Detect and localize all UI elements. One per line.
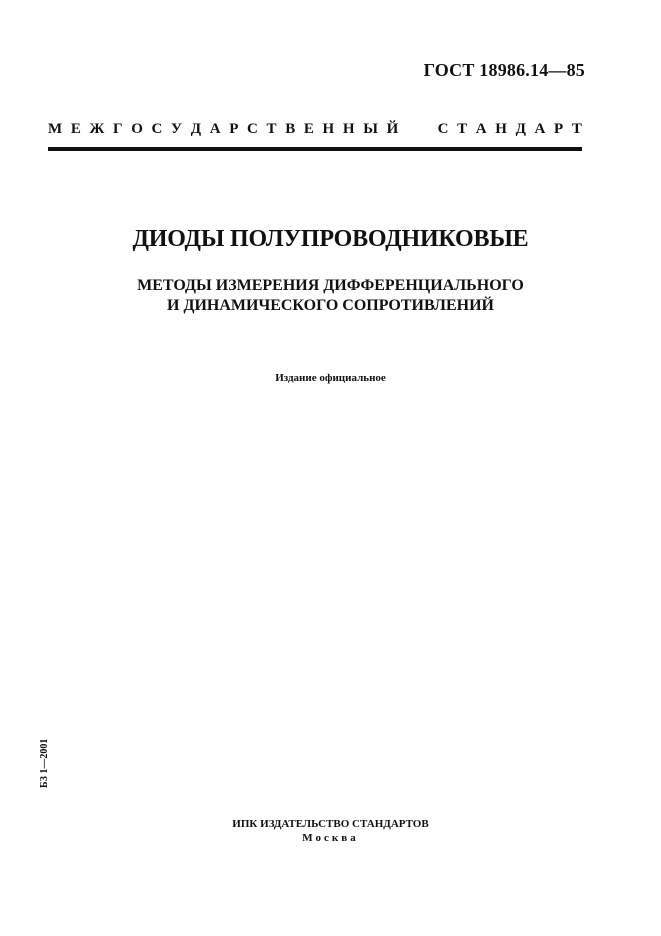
category-letter: О [131,121,143,137]
category-letter: С [151,121,163,137]
category-letter: Й [386,121,399,137]
subtitle-line-1: МЕТОДЫ ИЗМЕРЕНИЯ ДИФФЕРЕНЦИАЛЬНОГО [137,277,524,294]
category-letter: С [247,121,258,137]
category-letter: Д [515,121,526,137]
standard-category [48,121,582,138]
document-subtitle [0,276,661,316]
category-letter: Е [303,121,314,137]
category-letter: А [209,121,221,137]
publisher-name: ИПК ИЗДАТЕЛЬСТВО СТАНДАРТОВ [232,818,429,830]
category-gap [407,121,429,138]
category-letter: Д [190,121,202,137]
subtitle-line-2: И ДИНАМИЧЕСКОГО СОПРОТИВЛЕНИЙ [167,297,494,314]
category-letter: В [285,121,296,137]
document-title: ДИОДЫ ПОЛУПРОВОДНИКОВЫЕ [132,226,529,252]
category-letter: Ы [363,121,378,137]
category-letter: Н [495,121,507,137]
category-letter: Г [113,121,123,137]
category-letter: А [534,121,546,137]
category-letter: Е [70,121,81,137]
category-letter: Р [554,121,564,137]
edition-note: Издание официальное [275,372,386,384]
document-code: ГОСТ 18986.14—85 [423,60,585,80]
category-letter: Н [342,121,355,137]
category-letter: Т [457,121,468,137]
category-letter: Т [571,121,582,137]
publisher-city: Москва [302,832,359,844]
header-divider [48,147,582,151]
category-letter: Н [322,121,335,137]
category-letter: М [48,121,63,137]
category-letter: А [475,121,487,137]
category-letter: С [437,121,449,137]
category-letter: Ж [89,121,105,137]
category-letter: Р [229,121,239,137]
category-letter: Т [266,121,277,137]
side-code: БЗ 1—2001 [39,738,50,788]
category-letter: У [171,121,183,137]
